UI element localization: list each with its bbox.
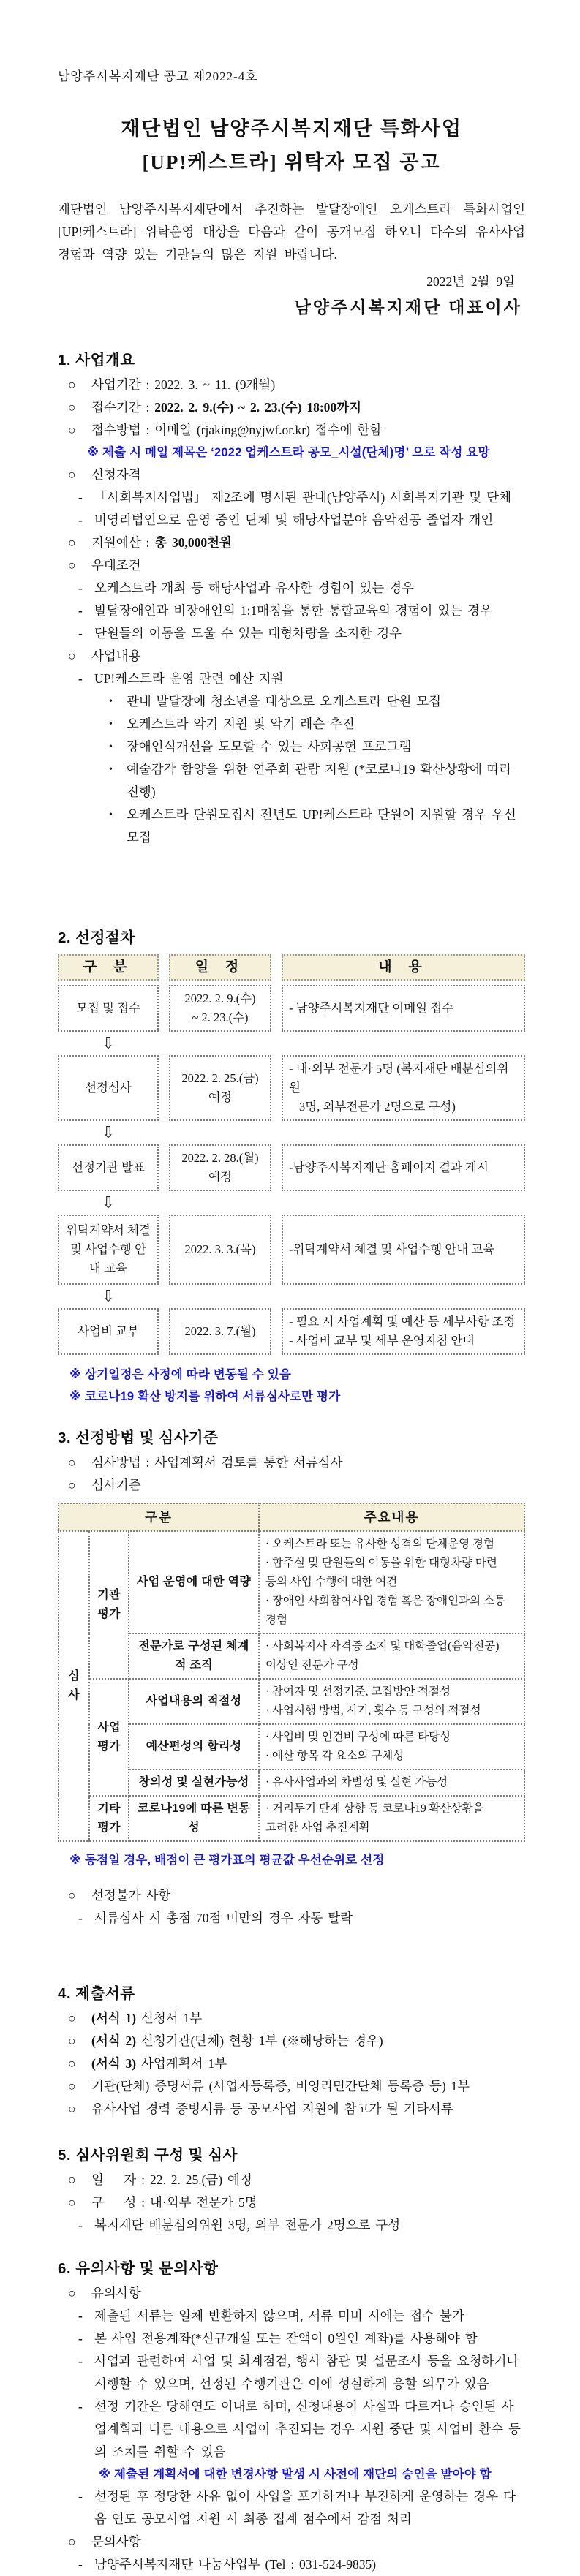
field-label: 접수기간 : bbox=[91, 400, 155, 415]
circle-marker: ○ bbox=[68, 558, 76, 573]
detail-line: · 합주실 및 단원들의 이동을 위한 대형차량 마련 등의 사업 수행에 대한 여건 bbox=[265, 1557, 497, 1588]
list-item-etc-docs: ○ 유사사업 경력 증빙서류 등 공모사업 지원에 참고가 될 기타서류 bbox=[58, 2098, 525, 2120]
flow-desc-cell bbox=[282, 985, 525, 1032]
list-item-preference-2: - 발달장애인과 비장애인의 1:1매칭을 통한 통합교육의 경험이 있는 경우 bbox=[58, 600, 525, 622]
cell-line: 2022. 3. 3.(목) bbox=[184, 1242, 256, 1256]
list-item-note-5: - 선정된 후 정당한 사유 없이 사업을 포기하거나 부진하게 운영하는 경우 다음 연도 공모사업 지원 시 최종 집계 점수에서 감점 처리 bbox=[58, 2485, 525, 2531]
list-item-form-1: ○ (서식 1) 신청서 1부 bbox=[58, 2007, 525, 2030]
detail-line: · 유사사업과의 차별성 및 실현 가능성 bbox=[265, 1776, 448, 1789]
cell-line: 2022. 2. 9.(수) bbox=[184, 992, 256, 1005]
dash-marker: - bbox=[78, 2331, 83, 2346]
flow-date-cell bbox=[169, 1144, 271, 1191]
circle-marker: ○ bbox=[68, 423, 76, 437]
list-item-form-3: ○ (서식 3) 사업계획서 1부 bbox=[58, 2052, 525, 2075]
section-selection-procedure bbox=[58, 925, 525, 1408]
list-item-content-detail-2: • 오케스트라 악기 지원 및 악기 레슨 추진 bbox=[58, 713, 525, 736]
cell-line: ~ 2. 23.(수) bbox=[192, 1011, 249, 1024]
dash-marker: - bbox=[78, 626, 83, 641]
cell-line: - 사업비 교부 및 세부 운영지침 안내 bbox=[289, 1334, 475, 1348]
group-cell-org-eval: 기관 평가 bbox=[89, 1531, 129, 1679]
circle-marker: ○ bbox=[68, 2172, 76, 2187]
detail-line: · 거리두기 단계 상향 등 코로나19 확산상황을 고려한 사업 추진계획 bbox=[265, 1802, 484, 1834]
list-item-content-detail-4: • 예술감각 함양을 위한 연주회 관람 지원 (*코로나19 확산상황에 따라 진행) bbox=[58, 758, 525, 804]
list-item-disqualification-1: - 서류심사 시 총점 70점 미만의 경우 자동 탈락 bbox=[58, 1907, 525, 1930]
detail-cell bbox=[259, 1531, 524, 1633]
list-item-contact bbox=[58, 2553, 525, 2576]
mail-title-note: ※ 제출 시 메일 제목은 ‘2022 업케스트라 공모_시설(단체)명’ 으로 작성 요망 bbox=[87, 446, 490, 459]
list-item-content-detail-1: • 관내 발달장애 청소년을 대상으로 오케스트라 단원 모집 bbox=[58, 690, 525, 713]
form-label: (서식 3) bbox=[91, 2056, 137, 2071]
circle-marker: ○ bbox=[68, 2101, 76, 2116]
section-4-heading: 4. 제출서류 bbox=[58, 1985, 135, 2002]
plan-change-approval-note: ※ 제출된 계획서에 대한 변경사항 발생 시 사전에 재단의 승인을 받아야 함 bbox=[99, 2468, 492, 2481]
cell-line: 예정 bbox=[208, 1090, 232, 1104]
group-cell-biz-eval: 사업 평가 bbox=[89, 1679, 129, 1796]
list-item-business-content bbox=[58, 645, 525, 668]
detail-cell bbox=[259, 1724, 524, 1769]
circle-marker: ○ bbox=[68, 535, 76, 550]
covid-review-note: ※ 코로나19 확산 방지를 위하여 서류심사로만 평가 bbox=[69, 1390, 341, 1403]
flow-step-cell: 사업비 교부 bbox=[58, 1308, 159, 1355]
underlined-account-condition: *신규개설 또는 잔액이 0원인 계좌 bbox=[195, 2331, 389, 2346]
section-6-heading: 6. 유의사항 및 문의사항 bbox=[58, 2260, 219, 2277]
table-row bbox=[59, 1796, 524, 1841]
field-label: 일 자 : bbox=[91, 2172, 150, 2187]
cell-line: -위탁계약서 체결 및 사업수행 안내 교육 bbox=[289, 1242, 495, 1256]
field-value: 22. 2. 25.(금) 예정 bbox=[149, 2172, 252, 2187]
list-item-committee-composition bbox=[58, 2191, 525, 2214]
dash-marker: - bbox=[78, 490, 83, 505]
cell-line: - 필요 시 사업계획 및 예산 등 세부사항 조정 bbox=[289, 1315, 516, 1329]
column-header-main-content: 주요내용 bbox=[259, 1503, 524, 1531]
circle-marker: ○ bbox=[68, 1455, 76, 1470]
field-label: 지원예산 : bbox=[91, 535, 155, 550]
list-item-composition-detail: - 복지재단 배분심의위원 3명, 외부 전문가 2명으로 구성 bbox=[58, 2214, 525, 2237]
field-value: 2022. 3. ~ 11. (9개월) bbox=[154, 377, 276, 392]
field-label: 심사기준 bbox=[91, 1478, 141, 1492]
cell-line: - 남양주시복지재단 이메일 접수 bbox=[289, 1001, 454, 1015]
field-label: 사업내용 bbox=[91, 649, 141, 663]
cell-line: 예정 bbox=[208, 1170, 232, 1184]
bullet-marker: • bbox=[109, 809, 113, 820]
flow-desc-cell bbox=[282, 1308, 525, 1355]
document-title-line2: [UP!케스트라] 위탁자 모집 공고 bbox=[142, 151, 441, 173]
bullet-marker: • bbox=[109, 696, 113, 707]
detail-line: · 예산 항목 각 요소의 구체성 bbox=[265, 1750, 404, 1762]
list-item-preference-1: - 오케스트라 개최 등 해당사업과 유사한 경험이 있는 경우 bbox=[58, 577, 525, 600]
down-arrow-icon: ⇩ bbox=[101, 1193, 116, 1212]
section-2-heading: 2. 선정절차 bbox=[58, 929, 135, 946]
dash-marker: - bbox=[78, 2489, 83, 2504]
flow-step-cell: 선정기관 발표 bbox=[58, 1144, 159, 1191]
field-label: 선정불가 사항 bbox=[91, 1888, 171, 1903]
field-label: 접수방법 : bbox=[91, 423, 155, 437]
group-cell-etc-eval: 기타 평가 bbox=[89, 1796, 129, 1841]
section-selection-method bbox=[58, 1425, 525, 1930]
contact-info: 남양주시복지재단 나눔사업부 (Tel : 031-524-9835) bbox=[94, 2557, 377, 2572]
detail-line: · 참여자 및 선정기준, 모집방안 적절성 bbox=[265, 1685, 451, 1698]
list-item-budget bbox=[58, 532, 525, 554]
list-item-preference-3: - 단원들의 이동을 도울 수 있는 대형차량을 소지한 경우 bbox=[58, 622, 525, 645]
detail-cell bbox=[259, 1796, 524, 1841]
circle-marker: ○ bbox=[68, 2286, 76, 2300]
column-header-category: 구분 bbox=[59, 1503, 259, 1531]
field-value: 사업계획서 검토를 통한 서류심사 bbox=[154, 1455, 343, 1470]
circle-marker: ○ bbox=[68, 2011, 76, 2025]
field-label: 우대조건 bbox=[91, 558, 141, 573]
cell-line: 2022. 2. 25.(금) bbox=[181, 1071, 259, 1085]
list-item-qualification-2: - 비영리법인으로 운영 중인 단체 및 해당사업분야 음악전공 졸업자 개인 bbox=[58, 509, 525, 532]
list-item-content-detail-5: • 오케스트라 단원모집시 전년도 UP!케스트라 단원이 지원할 경우 우선 모집 bbox=[58, 804, 525, 849]
list-item-business-period bbox=[58, 374, 525, 396]
section-submission-documents bbox=[58, 1981, 525, 2120]
outer-category-cell: 심사 bbox=[59, 1531, 89, 1841]
table-row bbox=[59, 1724, 524, 1769]
list-item-proof-docs: ○ 기관(단체) 증명서류 (사업자등록증, 비영리민간단체 등록증 등) 1부 bbox=[58, 2075, 525, 2098]
criteria-cell: 창의성 및 실현가능성 bbox=[129, 1769, 259, 1796]
criteria-cell: 코로나19에 따른 변동성 bbox=[129, 1796, 259, 1841]
form-label: (서식 2) bbox=[91, 2033, 137, 2048]
list-item-qualification-1: - 「사회복지사업법」 제2조에 명시된 관내(남양주시) 사회복지기관 및 단체 bbox=[58, 486, 525, 509]
dash-marker: - bbox=[78, 513, 83, 527]
list-item-content-detail-3: • 장애인식개선을 도모할 수 있는 사회공헌 프로그램 bbox=[58, 736, 525, 758]
field-value: 내·외부 전문가 5명 bbox=[149, 2195, 257, 2210]
dash-marker: - bbox=[78, 2399, 83, 2414]
down-arrow-icon: ⇩ bbox=[101, 1123, 116, 1141]
email-address: 이메일 (rjaking@nyjwf.or.kr) 접수에 한함 bbox=[154, 423, 383, 437]
dash-marker: - bbox=[78, 603, 83, 618]
detail-line: · 사회복지사 자격증 소지 및 대학졸업(음악전공) 이상인 전문가 구성 bbox=[265, 1640, 500, 1672]
criteria-cell: 사업내용의 적절성 bbox=[129, 1679, 259, 1724]
dash-marker: - bbox=[78, 2218, 83, 2232]
list-item-disqualification bbox=[58, 1884, 525, 1907]
dash-marker: - bbox=[78, 1911, 83, 1925]
section-3-heading: 3. 선정방법 및 심사기준 bbox=[58, 1429, 219, 1446]
section-notes-and-inquiries bbox=[58, 2256, 525, 2576]
criteria-cell: 예산편성의 합리성 bbox=[129, 1724, 259, 1769]
list-item-review-method bbox=[58, 1451, 525, 1474]
form-label: (서식 1) bbox=[91, 2011, 137, 2025]
circle-marker: ○ bbox=[68, 467, 76, 482]
list-item-note-3: - 사업과 관련하여 사업 및 회계점검, 행사 참관 및 설문조사 등을 요청하거나 시행할 수 있으며, 선정된 수행기관은 이에 성실하게 응할 의무가 있음 bbox=[58, 2350, 525, 2395]
detail-cell bbox=[259, 1679, 524, 1724]
dash-marker: - bbox=[78, 581, 83, 595]
table-header-row bbox=[59, 1503, 524, 1531]
notice-number: 남양주시복지재단 공고 제2022-4호 bbox=[58, 69, 258, 83]
section-business-overview bbox=[58, 347, 525, 849]
detail-line: · 오케스트라 또는 유사한 성격의 단체운영 경험 bbox=[265, 1538, 494, 1550]
flow-desc-cell bbox=[282, 1144, 525, 1191]
list-item-preference bbox=[58, 554, 525, 577]
bullet-marker: • bbox=[109, 764, 113, 775]
cell-line: 2022. 2. 28.(월) bbox=[181, 1151, 259, 1165]
detail-line: · 사업시행 방법, 시기, 횟수 등 구성의 적절성 bbox=[265, 1704, 481, 1717]
flow-desc-cell bbox=[282, 1215, 525, 1285]
circle-marker: ○ bbox=[68, 2033, 76, 2048]
column-header-date: 일 정 bbox=[169, 954, 271, 981]
cell-line: 2022. 3. 7.(월) bbox=[184, 1324, 256, 1338]
bullet-marker: • bbox=[109, 741, 113, 752]
table-row bbox=[59, 1633, 524, 1679]
cell-line: -남양주시복지재단 홈페이지 결과 게시 bbox=[289, 1160, 489, 1174]
dash-marker: - bbox=[78, 671, 83, 686]
table-row bbox=[59, 1769, 524, 1796]
flow-desc-cell bbox=[282, 1055, 525, 1121]
table-row bbox=[59, 1679, 524, 1724]
list-item-content-sub: - UP!케스트라 운영 관련 예산 지원 bbox=[58, 668, 525, 690]
list-item-note-2: - 본 사업 전용계좌(*신규개설 또는 잔액이 0원인 계좌)를 사용해야 함 bbox=[58, 2327, 525, 2350]
list-item-apply-period bbox=[58, 396, 525, 419]
selection-procedure-table bbox=[58, 954, 525, 1355]
field-label: 구 성 : bbox=[91, 2195, 150, 2210]
circle-marker: ○ bbox=[68, 2195, 76, 2210]
flow-step-cell: 모집 및 접수 bbox=[58, 985, 159, 1032]
list-item-review-criteria bbox=[58, 1474, 525, 1497]
intro-paragraph: 재단법인 남양주시복지재단에서 추진하는 발달장애인 오케스트라 특화사업인 [UP!케스트라] 위탁운영 대상을 다음과 같이 공개모집 하오니 다수의 유사사업 경험과 역량 있는 기관들의 많은 지원 바랍니다. bbox=[58, 202, 525, 262]
flow-date-cell bbox=[169, 985, 271, 1032]
procedure-notes bbox=[58, 1364, 525, 1408]
column-header-step: 구 분 bbox=[58, 954, 159, 981]
field-label: 사업기간 : bbox=[91, 377, 155, 392]
circle-marker: ○ bbox=[68, 2056, 76, 2071]
cell-line: - 내·외부 전문가 5명 (복지재단 배분심의위원 bbox=[289, 1062, 509, 1095]
flow-date-cell bbox=[169, 1055, 271, 1121]
circle-marker: ○ bbox=[68, 1888, 76, 1903]
circle-marker: ○ bbox=[68, 649, 76, 663]
circle-marker: ○ bbox=[68, 2079, 76, 2093]
schedule-change-note: ※ 상기일정은 사정에 따라 변동될 수 있음 bbox=[69, 1368, 292, 1381]
list-item-inquiry-heading bbox=[58, 2531, 525, 2553]
list-item-qualification bbox=[58, 464, 525, 486]
flow-date-cell bbox=[169, 1215, 271, 1285]
bullet-marker: • bbox=[109, 719, 113, 730]
list-item-apply-method bbox=[58, 419, 525, 442]
section-review-committee bbox=[58, 2142, 525, 2237]
field-label: 유의사항 bbox=[91, 2286, 141, 2300]
field-label: 심사방법 : bbox=[91, 1455, 155, 1470]
down-arrow-icon: ⇩ bbox=[101, 1034, 116, 1052]
flow-step-cell: 선정심사 bbox=[58, 1055, 159, 1121]
issuer-signature: 남양주시복지재단 대표이사 bbox=[294, 298, 522, 317]
section-5-heading: 5. 심사위원회 구성 및 심사 bbox=[58, 2147, 238, 2164]
detail-line: · 장애인 사회참여사업 경험 혹은 장애인과의 소통 경험 bbox=[265, 1595, 505, 1626]
evaluation-criteria-table bbox=[58, 1503, 525, 1842]
table-row bbox=[59, 1531, 524, 1633]
dash-marker: - bbox=[78, 2557, 83, 2572]
section-1-heading: 1. 사업개요 bbox=[58, 352, 135, 369]
field-label: 문의사항 bbox=[91, 2534, 141, 2549]
column-header-desc: 내 용 bbox=[282, 954, 525, 981]
document-title-line1: 재단법인 남양주시복지재단 특화사업 bbox=[121, 118, 462, 140]
document-title bbox=[58, 112, 525, 179]
list-item-notes-heading bbox=[58, 2282, 525, 2305]
dash-marker: - bbox=[78, 2308, 83, 2323]
criteria-cell: 사업 운영에 대한 역량 bbox=[129, 1531, 259, 1633]
circle-marker: ○ bbox=[68, 400, 76, 415]
circle-marker: ○ bbox=[68, 2534, 76, 2549]
list-item-form-2: ○ (서식 2) 신청기관(단체) 현황 1부 (※해당하는 경우) bbox=[58, 2030, 525, 2052]
cell-line: 3명, 외부전문가 2명으로 구성) bbox=[299, 1100, 456, 1114]
list-item-note-1: - 제출된 서류는 일체 반환하지 않으며, 서류 미비 시에는 접수 불가 bbox=[58, 2305, 525, 2327]
detail-cell bbox=[259, 1769, 524, 1796]
list-item-review-date bbox=[58, 2169, 525, 2191]
down-arrow-icon: ⇩ bbox=[101, 1287, 116, 1305]
list-item-note-4: - 선정 기간은 당해연도 이내로 하며, 신청내용이 사실과 다르거나 승인된 사업계획과 다른 내용으로 사업이 추진되는 경우 지원 중단 및 사업비 환수 등의 조치를 취할 수 있음 bbox=[58, 2395, 525, 2463]
detail-line: · 사업비 및 인건비 구성에 따른 타당성 bbox=[265, 1731, 451, 1743]
circle-marker: ○ bbox=[68, 377, 76, 392]
flow-step-cell: 위탁계약서 체결 및 사업수행 안내 교육 bbox=[58, 1215, 159, 1285]
criteria-cell: 전문가로 구성된 체계적 조직 bbox=[129, 1633, 259, 1679]
circle-marker: ○ bbox=[68, 1478, 76, 1492]
dash-marker: - bbox=[78, 2354, 83, 2368]
detail-cell bbox=[259, 1633, 524, 1679]
flow-date-cell bbox=[169, 1308, 271, 1355]
announcement-date: 2022년 2월 9일 bbox=[426, 274, 515, 289]
field-label: 신청자격 bbox=[91, 467, 141, 482]
tie-break-note: ※ 동점일 경우, 배점이 큰 평가표의 평균값 우선순위로 선정 bbox=[69, 1854, 385, 1867]
field-value: 2022. 2. 9.(수) ~ 2. 23.(수) 18:00까지 bbox=[154, 400, 361, 415]
field-value: 총 30,000천원 bbox=[154, 535, 232, 550]
